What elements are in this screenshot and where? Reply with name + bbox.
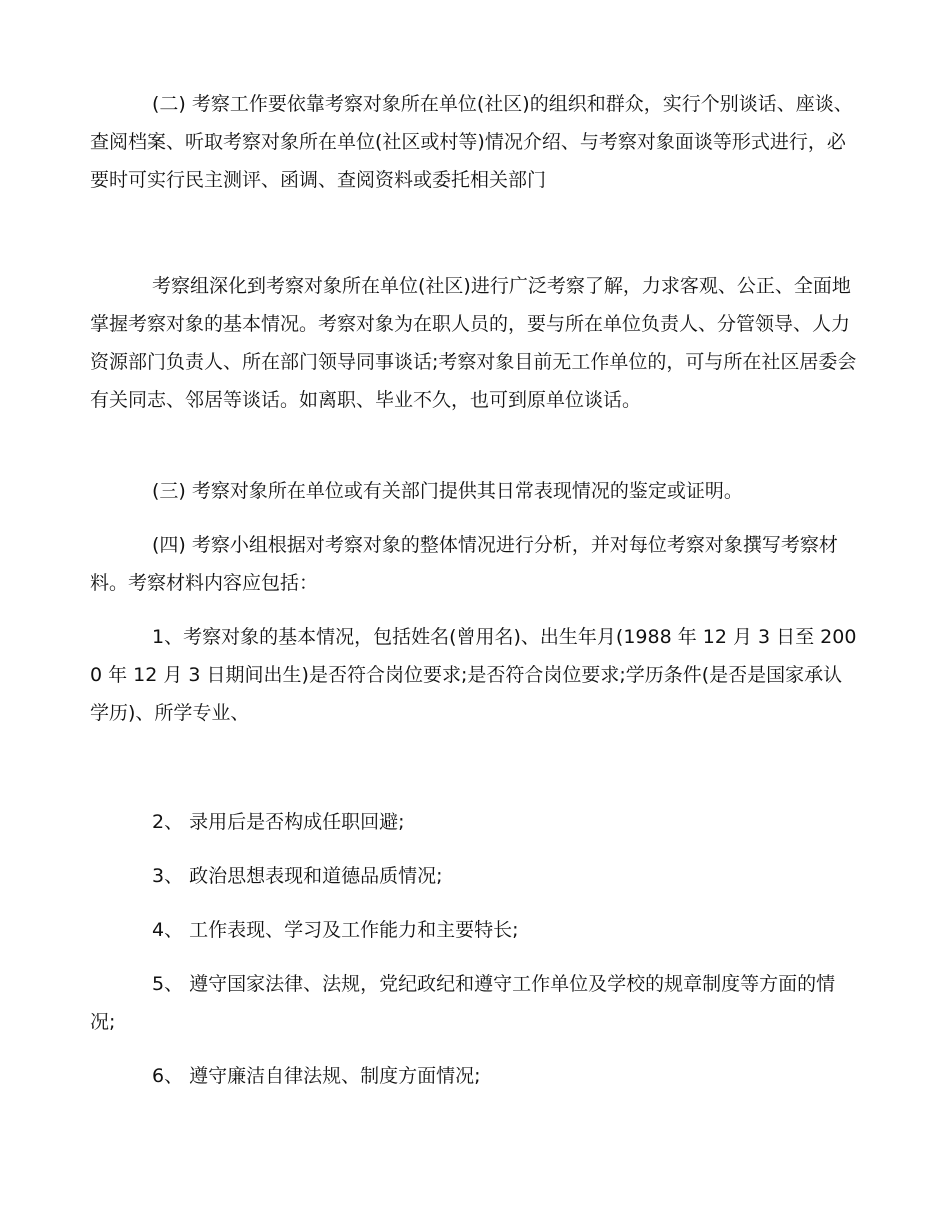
paragraph-section-2: (二) 考察工作要依靠考察对象所在单位(社区)的组织和群众，实行个别谈话、座谈、查阅档案、听取考察对象所在单位(社区或村等)情况介绍、与考察对象面谈等形式进行，必要时可实行民主测评、函调、查阅资料或委托相关部门 [90,93,853,191]
list-item-5: 5、 遵守国家法律、法规，党纪政纪和遵守工作单位及学校的规章制度等方面的情况; [90,973,836,1033]
list-item-3: 3、 政治思想表现和道德品质情况; [152,865,443,887]
paragraph-field-investigation: 考察组深化到考察对象所在单位(社区)进行广泛考察了解，力求客观、公正、全面地掌握考察对象的基本情况。考察对象为在职人员的，要与所在单位负责人、分管领导、人力资源部门负责人、所在部门领导同事谈话;考察对象目前无工作单位的，可与所在社区居委会有关同志、邻居等谈话。如离职、毕业不久，也可到原单位谈话。 [90,275,857,411]
list-item-2: 2、 录用后是否构成任职回避; [152,811,405,833]
list-item-1: 1、考察对象的基本情况，包括姓名(曾用名)、出生年月(1988 年 12 月 3 日至 2000 年 12 月 3 日期间出生)是否符合岗位要求;是否符合岗位要求;学历条件(是否是国家承认学历)、所学专业、 [90,626,857,724]
list-item-4: 4、 工作表现、学习及工作能力和主要特长; [152,919,519,941]
paragraph-section-3: (三) 考察对象所在单位或有关部门提供其日常表现情况的鉴定或证明。 [152,480,743,502]
paragraph-section-4: (四) 考察小组根据对考察对象的整体情况进行分析，并对每位考察对象撰写考察材料。考察材料内容应包括： [90,534,838,594]
list-item-6: 6、 遵守廉洁自律法规、制度方面情况; [152,1065,481,1087]
